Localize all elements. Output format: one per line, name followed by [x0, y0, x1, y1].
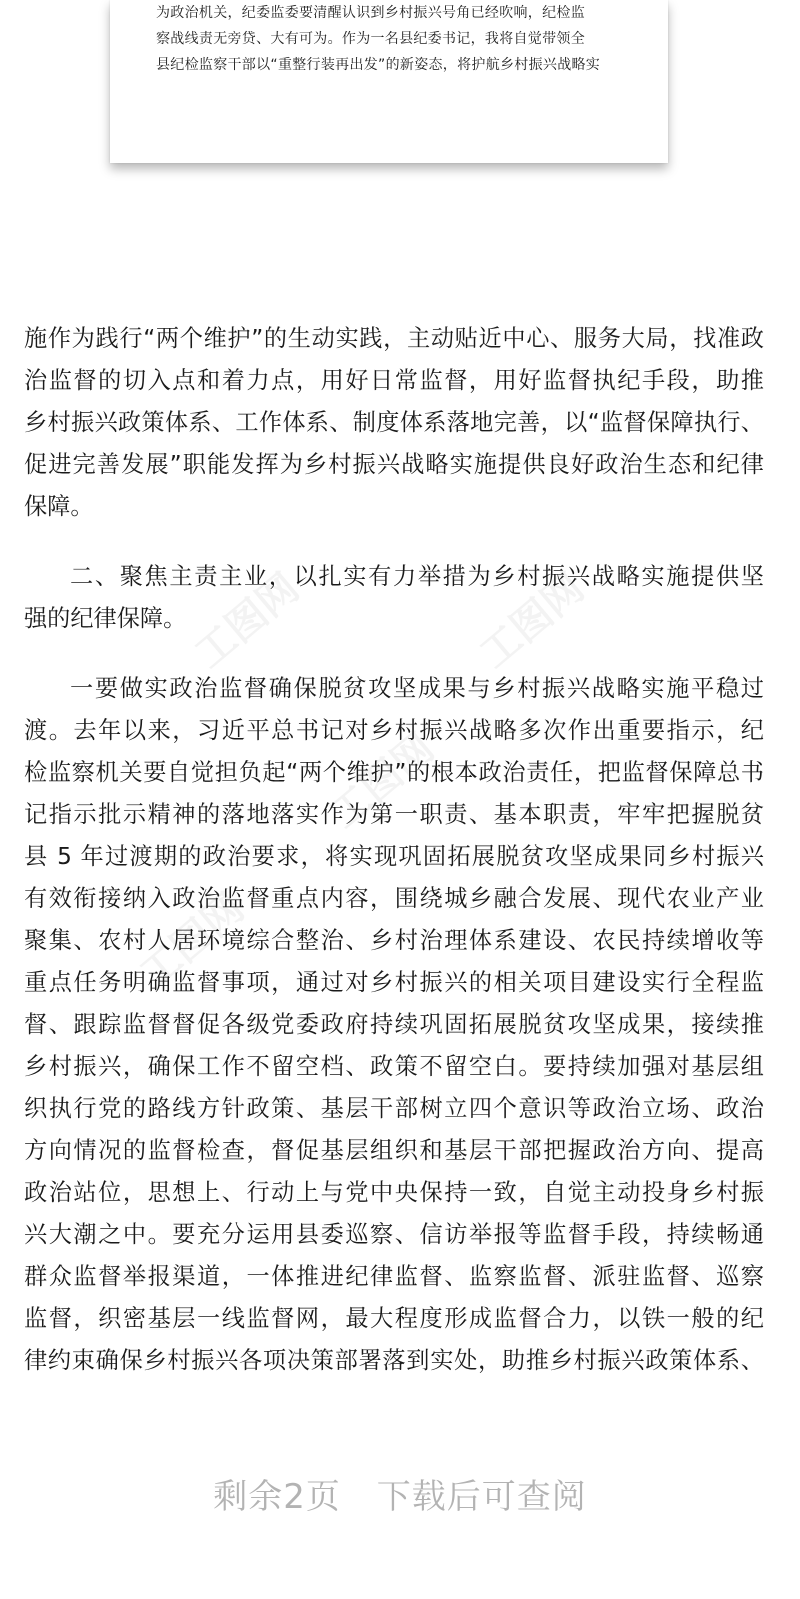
paragraph	[24, 318, 764, 528]
watermark: 工图网	[321, 724, 443, 838]
text-line: 渡。去年以来，习近平总书记对乡村振兴战略多次作出重要指示，纪	[24, 717, 764, 744]
preview-text	[156, 0, 632, 78]
watermark: 工图网	[471, 564, 593, 678]
download-prompt[interactable]	[0, 1469, 800, 1518]
text-line: 二、聚焦主责主业，以扎实有力举措为乡村振兴战略实施提供坚	[70, 563, 764, 590]
remaining-pages-text: 剩余2页	[213, 1477, 341, 1517]
text-line: 乡村振兴政策体系、工作体系、制度体系落地完善，以“监督保障执行、	[24, 409, 764, 436]
text-line: 保障。	[24, 493, 94, 520]
text-line: 重点任务明确监督事项，通过对乡村振兴的相关项目建设实行全程监	[24, 969, 764, 996]
watermark: 工图网	[131, 884, 253, 998]
text-line: 检监察机关要自觉担负起“两个维护”的根本政治责任，把监督保障总书	[24, 759, 764, 786]
text-line: 督、跟踪监督督促各级党委政府持续巩固拓展脱贫攻坚成果，接续推	[24, 1011, 764, 1038]
preview-line: 县纪检监察干部以“重整行装再出发”的新姿态，将护航乡村振兴战略实	[156, 57, 601, 73]
text-line: 织执行党的路线方针政策、基层干部树立四个意识等政治立场、政治	[24, 1095, 764, 1122]
text-line: 监督，织密基层一线监督网，最大程度形成监督合力，以铁一般的纪	[24, 1305, 764, 1332]
text-line: 记指示批示精神的落地落实作为第一职责、基本职责，牢牢把握脱贫	[24, 801, 764, 828]
preview-line: 为政治机关，纪委监委要清醒认识到乡村振兴号角已经吹响，纪检监	[156, 5, 585, 21]
watermark: 工图网	[186, 564, 308, 678]
text-line: 施作为践行“两个维护”的生动实践，主动贴近中心、服务大局，找准政	[24, 325, 764, 352]
section-heading	[24, 556, 764, 640]
text-line: 强的纪律保障。	[24, 605, 187, 632]
download-to-view-text: 下载后可查阅	[376, 1477, 587, 1517]
text-line: 促进完善发展”职能发挥为乡村振兴战略实施提供良好政治生态和纪律	[24, 451, 764, 478]
text-line: 律约束确保乡村振兴各项决策部署落到实处，助推乡村振兴政策体系、	[24, 1347, 764, 1374]
text-line: 一要做实政治监督确保脱贫攻坚成果与乡村振兴战略实施平稳过	[70, 675, 764, 702]
text-line: 有效衔接纳入政治监督重点内容，围绕城乡融合发展、现代农业产业	[24, 885, 764, 912]
document-body	[24, 318, 764, 1382]
text-line: 县 5 年过渡期的政治要求，将实现巩固拓展脱贫攻坚成果同乡村振兴	[24, 843, 764, 870]
text-line: 聚集、农村人居环境综合整治、乡村治理体系建设、农民持续增收等	[24, 927, 764, 954]
text-line: 政治站位，思想上、行动上与党中央保持一致，自觉主动投身乡村振	[24, 1179, 764, 1206]
text-line: 乡村振兴，确保工作不留空档、政策不留空白。要持续加强对基层组	[24, 1053, 764, 1080]
text-line: 治监督的切入点和着力点，用好日常监督，用好监督执纪手段，助推	[24, 367, 764, 394]
text-line: 群众监督举报渠道，一体推进纪律监督、监察监督、派驻监督、巡察	[24, 1263, 764, 1290]
preview-line: 察战线责无旁贷、大有可为。作为一名县纪委书记，我将自觉带领全	[156, 31, 585, 47]
text-line: 方向情况的监督检查，督促基层组织和基层干部把握政治方向、提高	[24, 1137, 764, 1164]
page-preview-card	[110, 0, 668, 163]
paragraph	[24, 668, 764, 1382]
text-line: 兴大潮之中。要充分运用县委巡察、信访举报等监督手段，持续畅通	[24, 1221, 764, 1248]
